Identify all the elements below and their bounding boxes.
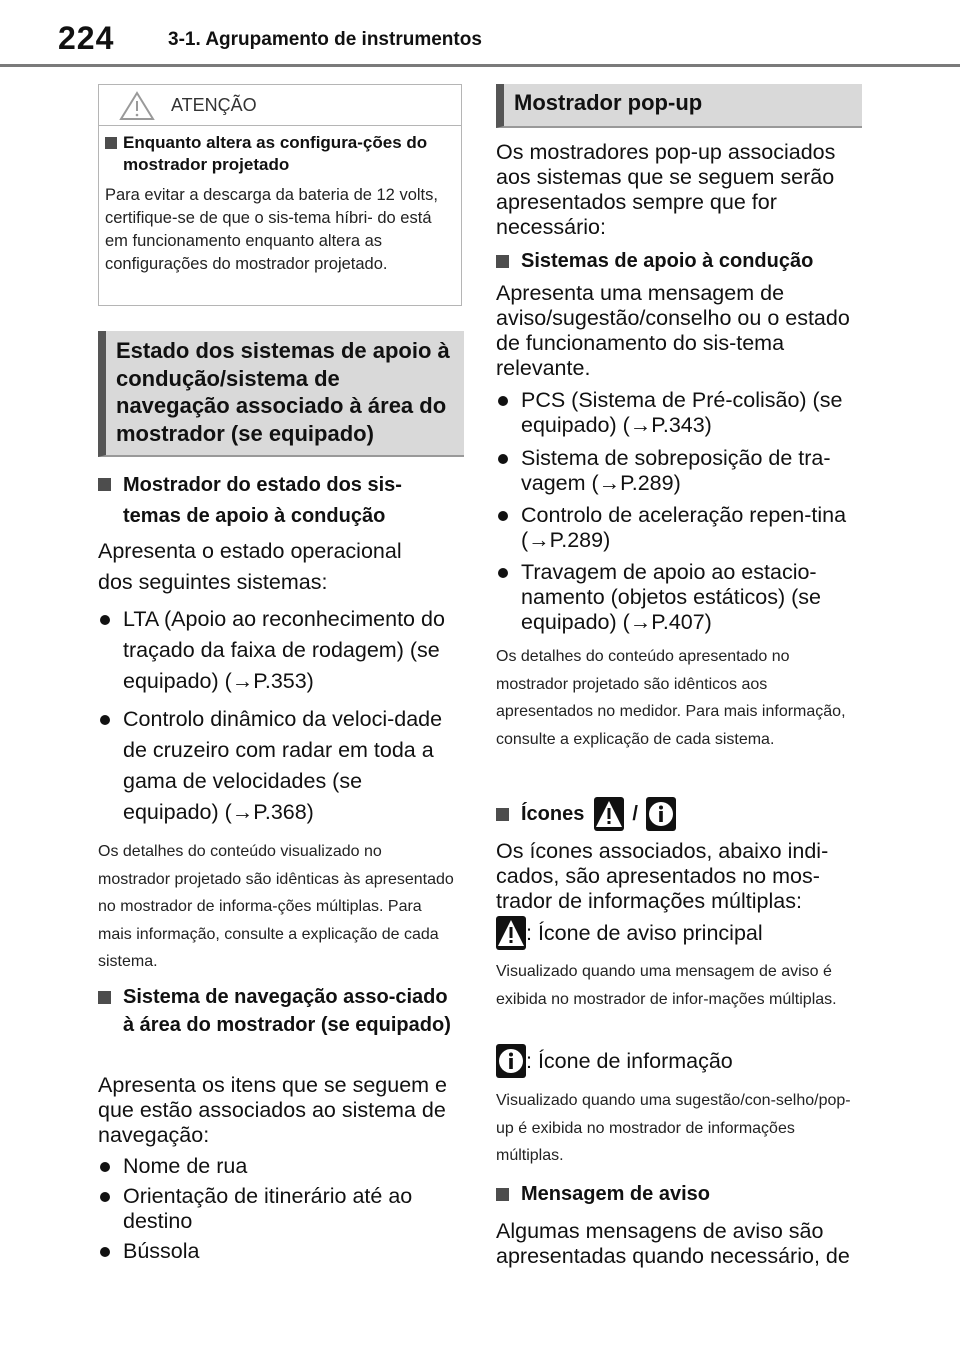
bullet-icon: [100, 1247, 110, 1257]
bullet-icon: [100, 715, 110, 725]
warning-icon-glyph: [496, 916, 526, 950]
right-subheading-1: Sistemas de apoio à condução: [496, 249, 862, 274]
right-note: Os detalhes do conteúdo apresentado no mostrador projetado são idênticos aos apresentados no medidor. Para mais informação, consulte a explicação de cada sistema.: [496, 648, 846, 748]
warning-box: [98, 84, 462, 306]
bullet-icon: [498, 396, 508, 406]
list-item: Controlo de aceleração repen-tina (→P.289): [498, 503, 848, 553]
bullet-icon: [100, 615, 110, 625]
list-item: Orientação de itinerário até ao destino: [100, 1184, 440, 1234]
right-paragraph-3: Os ícones associados, abaixo indi-cados, são apresentados no mos-trador de informações múltiplas:: [496, 839, 829, 913]
list-item: Nome de rua: [100, 1154, 460, 1179]
information-icon-glyph: [496, 1044, 526, 1078]
bullet-icon: [498, 511, 508, 521]
list-item: PCS (Sistema de Pré-colisão) (se equipado) (→P.343): [498, 388, 848, 438]
page-number: 224: [58, 20, 115, 56]
list-item: Bússola: [100, 1239, 440, 1264]
page-header: [0, 0, 960, 66]
square-bullet-icon: [105, 137, 117, 149]
warning-icon: [594, 797, 624, 831]
warning-title: ATENÇÃO: [171, 95, 257, 115]
bullet-icon: [498, 454, 508, 464]
right-section-heading: Mostrador pop-up: [496, 84, 862, 128]
right-paragraph-2: Apresenta uma mensagem de aviso/sugestão/conselho ou o estado de funcionamento do sis-tema relevante.: [496, 281, 850, 380]
warning-subtitle: Enquanto altera as configura-ções do mostrador projetado: [105, 132, 455, 176]
right-paragraph-1: Os mostradores pop-up associados aos sistemas que se seguem serão apresentados sempre que for necessário:: [496, 140, 836, 239]
warning-icon-glyph: [594, 797, 624, 831]
square-bullet-icon: [98, 478, 111, 491]
left-section-heading: Estado dos sistemas de apoio à condução/sistema de navegação associado à área do mostrador (se equipado): [98, 331, 464, 457]
right-paragraph-4: Algumas mensagens de aviso são apresentadas quando necessário, de: [496, 1219, 850, 1268]
left-paragraph-1: Apresenta o estado operacional dos seguintes sistemas:: [98, 539, 402, 594]
left-paragraph-2: Apresenta os itens que se seguem e que estão associados ao sistema de navegação:: [98, 1073, 447, 1147]
square-bullet-icon: [98, 991, 111, 1004]
warning-header: [99, 85, 461, 126]
square-bullet-icon: [496, 255, 509, 268]
warning-triangle-icon: [119, 91, 155, 121]
icon-legend-warning: : Ícone de aviso principal: [496, 916, 862, 950]
warning-text: Para evitar a descarga da bateria de 12 volts, certifique-se de que o sis-tema híbri- do está em funcionamento enquanto altera as configurações do mostrador projetado.: [105, 186, 438, 273]
left-note: Os detalhes do conteúdo visualizado no mostrador projetado são idênticas às apresentado no mostrador de informa-ções múltiplas. Para mais informação, consulte a explicação de cada sistema.: [98, 843, 454, 970]
header-divider: [0, 64, 960, 67]
icon-legend-information: : Ícone de informação: [496, 1044, 862, 1078]
list-item: Travagem de apoio ao estacio-namento (objetos estáticos) (se equipado) (→P.407): [498, 560, 848, 635]
square-bullet-icon: [496, 808, 509, 821]
square-bullet-icon: [496, 1188, 509, 1201]
information-icon: [646, 797, 676, 831]
bullet-icon: [498, 568, 508, 578]
warning-icon: [496, 916, 526, 950]
icon-note-information: Visualizado quando uma sugestão/con-selho/pop-up é exibida no mostrador de informações múltiplas.: [496, 1092, 851, 1164]
right-subheading-icons: Ícones /: [496, 797, 862, 831]
icon-note-warning: Visualizado quando uma mensagem de aviso é exibida no mostrador de infor-mações múltiplas.: [496, 963, 837, 1008]
list-item: Controlo dinâmico da veloci-dade de cruzeiro com radar em toda a gama de velocidades (se equipado) (→P.368): [100, 704, 460, 828]
bullet-icon: [100, 1192, 110, 1202]
information-icon-glyph: [646, 797, 676, 831]
list-item: LTA (Apoio ao reconhecimento do traçado da faixa de rodagem) (se equipado) (→P.353): [100, 604, 460, 697]
right-subheading-3: Mensagem de aviso: [496, 1182, 862, 1207]
left-subheading-2: Sistema de navegação asso-ciado à área do mostrador (se equipado): [98, 984, 460, 1039]
left-subheading-1: Mostrador do estado dos sis-temas de apoio à condução: [98, 470, 448, 532]
section-title: 3-1. Agrupamento de instrumentos: [168, 29, 482, 50]
list-item: Sistema de sobreposição de tra-vagem (→P.289): [498, 446, 848, 496]
bullet-icon: [100, 1162, 110, 1172]
information-icon: [496, 1044, 526, 1078]
